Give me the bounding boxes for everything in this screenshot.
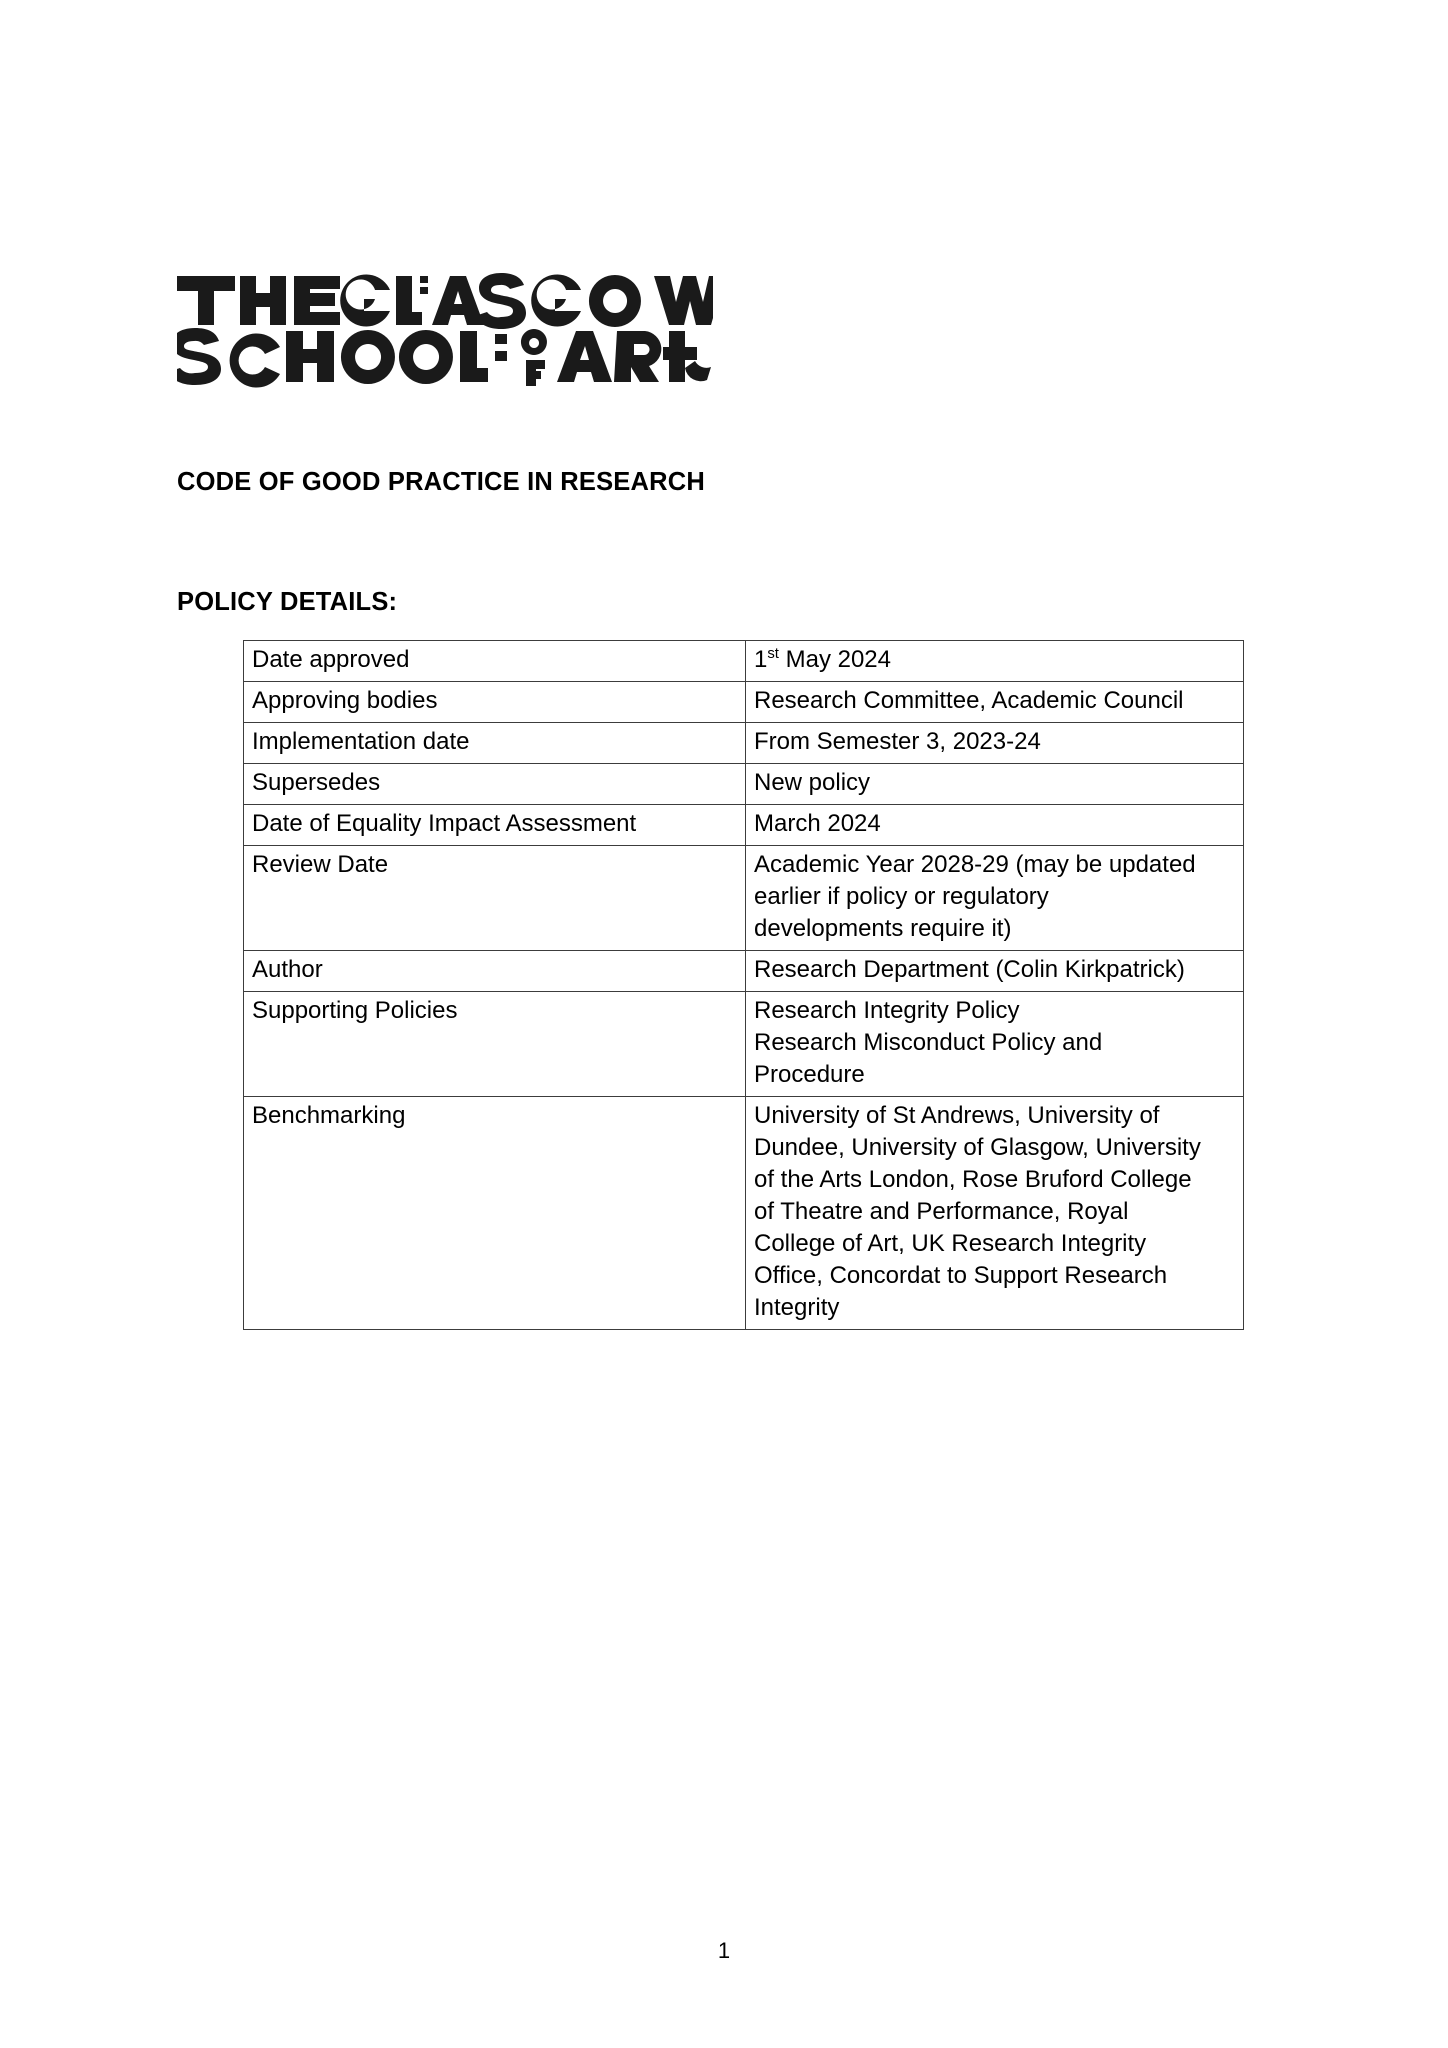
value-line: Research Committee, Academic Council — [754, 687, 1184, 714]
value-line: Integrity — [754, 1294, 840, 1321]
table-cell-value — [746, 805, 1244, 846]
value-line: Procedure — [754, 1061, 865, 1088]
table-cell-label: Date approved — [244, 641, 746, 682]
table-cell-value — [746, 764, 1244, 805]
table-row — [244, 764, 1244, 805]
table-row — [244, 723, 1244, 764]
value-line: March 2024 — [754, 810, 881, 837]
table-cell-value — [746, 682, 1244, 723]
table-cell-label: Approving bodies — [244, 682, 746, 723]
table-cell-label: Author — [244, 951, 746, 992]
table-cell-value — [746, 992, 1244, 1097]
value-line: Research Integrity Policy — [754, 997, 1020, 1024]
table-cell-value — [746, 951, 1244, 992]
glasgow-school-of-art-logo — [177, 268, 737, 390]
table-row — [244, 641, 1244, 682]
value-line: From Semester 3, 2023-24 — [754, 728, 1041, 755]
date-approved-day: 1 — [754, 646, 768, 673]
value-line: earlier if policy or regulatory — [754, 883, 1049, 910]
policy-details-heading: POLICY DETAILS: — [177, 588, 398, 616]
table-row — [244, 1097, 1244, 1330]
policy-details-table — [243, 640, 1244, 1330]
table-cell-label: Date of Equality Impact Assessment — [244, 805, 746, 846]
value-line: of the Arts London, Rose Bruford College — [754, 1166, 1192, 1193]
value-line: Dundee, University of Glasgow, University — [754, 1134, 1201, 1161]
page-number: 1 — [717, 1938, 731, 1963]
value-line: developments require it) — [754, 915, 1012, 942]
table-cell-value — [746, 1097, 1244, 1330]
table-cell-label: Benchmarking — [244, 1097, 746, 1330]
table-cell-value — [746, 723, 1244, 764]
table-row — [244, 992, 1244, 1097]
table-row — [244, 682, 1244, 723]
value-line: Office, Concordat to Support Research — [754, 1262, 1168, 1289]
value-line: of Theatre and Performance, Royal — [754, 1198, 1129, 1225]
table-row — [244, 805, 1244, 846]
policy-details-table-body — [244, 641, 1244, 1330]
value-line: New policy — [754, 769, 871, 796]
table-cell-label: Review Date — [244, 846, 746, 951]
table-row — [244, 846, 1244, 951]
value-line: Academic Year 2028-29 (may be updated — [754, 851, 1196, 878]
page-title: CODE OF GOOD PRACTICE IN RESEARCH — [177, 468, 705, 496]
value-line: Research Misconduct Policy and — [754, 1029, 1103, 1056]
table-row — [244, 951, 1244, 992]
table-cell-label: Supersedes — [244, 764, 746, 805]
table-cell-value — [746, 641, 1244, 682]
value-line: College of Art, UK Research Integrity — [754, 1230, 1147, 1257]
date-approved-month-year: May 2024 — [778, 646, 892, 673]
table-cell-value — [746, 846, 1244, 951]
table-cell-label: Supporting Policies — [244, 992, 746, 1097]
value-line: University of St Andrews, University of — [754, 1102, 1160, 1129]
value-line: Research Department (Colin Kirkpatrick) — [754, 956, 1185, 983]
date-approved-ordinal: st — [767, 646, 779, 662]
table-cell-label: Implementation date — [244, 723, 746, 764]
